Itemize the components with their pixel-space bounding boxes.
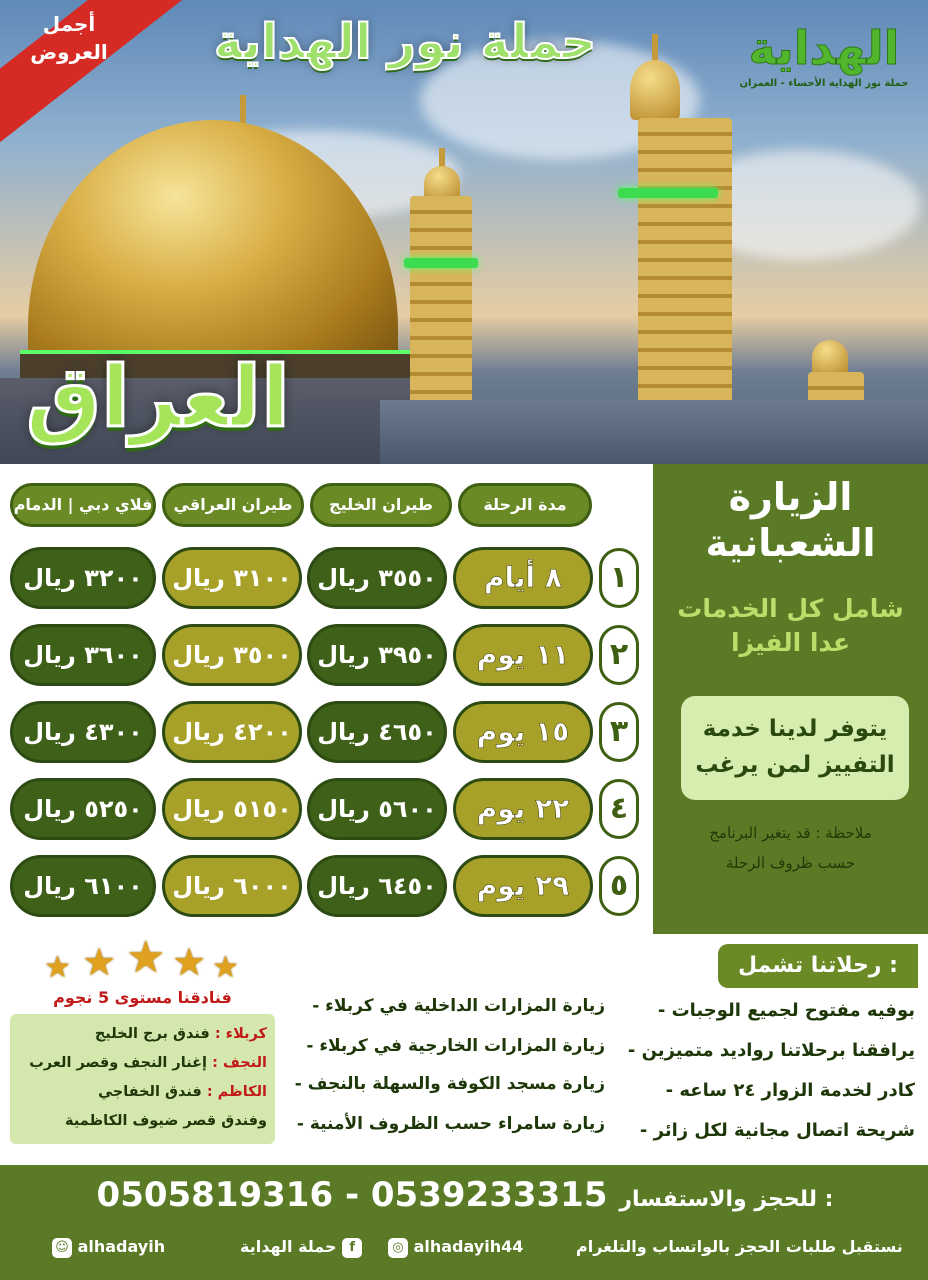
header-gulf-air: طيران الخليج	[310, 483, 452, 527]
contact-footer	[0, 1165, 928, 1280]
iraqi-price-cell: ٥١٥٠ ريال	[162, 778, 302, 840]
hotel-name: فندق الخفاجي	[98, 1084, 202, 1100]
row-number: ١	[599, 548, 639, 608]
duration-cell: ٨ أيام	[453, 547, 593, 609]
logo-mark: الهداية	[748, 21, 900, 75]
clock-tower-cap	[812, 340, 848, 374]
duration-cell: ١١ يوم	[453, 624, 593, 686]
gulf-price-cell: ٤٦٥٠ ريال	[307, 701, 447, 763]
row-number: ٤	[599, 779, 639, 839]
minaret-cap	[630, 60, 680, 120]
star-icon: ★	[82, 940, 117, 984]
phone-numbers[interactable]: 0505819316 - 0539233315	[96, 1175, 608, 1215]
includes-item: - كادر لخدمة الزوار ٢٤ ساعه	[665, 1080, 915, 1101]
visit-item: - زيارة مسجد الكوفة والسهلة بالنجف	[294, 1074, 605, 1094]
iraqi-price-cell: ٣٥٠٠ ريال	[162, 624, 302, 686]
visa-line-1: يتوفر لدينا خدمة	[702, 716, 888, 742]
campaign-title: حملة نور الهداية	[213, 14, 597, 70]
hotel-karbala	[18, 1020, 267, 1049]
row-number: ٢	[599, 625, 639, 685]
note-line-1: ملاحظة : قد يتغير البرنامج	[709, 824, 872, 842]
snapchat-link[interactable]	[52, 1237, 165, 1258]
includes-item: - شريحة اتصال مجانية لكل زائر	[639, 1120, 915, 1141]
includes-item: - يرافقنا برحلاتنا رواديد متميزين	[627, 1040, 915, 1061]
dubai-price-cell: ٣٦٠٠ ريال	[10, 624, 156, 686]
social-links	[0, 1231, 928, 1271]
minaret-light	[618, 188, 718, 198]
visit-item: - زيارة سامراء حسب الظروف الأمنية	[296, 1114, 605, 1134]
hotel-kadhim	[18, 1078, 267, 1107]
gulf-price-cell: ٥٦٠٠ ريال	[307, 778, 447, 840]
star-icon: ★	[44, 950, 71, 985]
iraqi-price-cell: ٤٢٠٠ ريال	[162, 701, 302, 763]
hotel-najaf	[18, 1049, 267, 1078]
star-icon: ★	[212, 950, 239, 985]
hotels-box	[10, 1014, 275, 1144]
star-icon: ★	[172, 940, 207, 984]
dubai-price-cell: ٣٢٠٠ ريال	[10, 547, 156, 609]
instagram-link[interactable]	[388, 1237, 523, 1258]
hero-banner	[0, 0, 928, 464]
offer-ribbon-text: أجمل العروض	[30, 12, 108, 64]
visa-service-box	[681, 696, 909, 800]
star-icon: ★	[126, 932, 166, 983]
snapchat-handle: alhadayih	[77, 1237, 166, 1256]
city-label: كربلاء :	[214, 1026, 267, 1042]
visit-item: - زيارة المزارات الخارجية في كربلاء	[306, 1036, 605, 1056]
minaret-light	[404, 258, 478, 268]
campaign-logo	[736, 18, 912, 118]
gulf-price-cell: ٣٥٥٠ ريال	[307, 547, 447, 609]
row-number: ٥	[599, 856, 639, 916]
minaret-cap	[424, 166, 460, 200]
iraqi-price-cell: ٣١٠٠ ريال	[162, 547, 302, 609]
booking-contact	[60, 1175, 870, 1215]
dubai-price-cell: ٦١٠٠ ريال	[10, 855, 156, 917]
facebook-name: حملة الهداية	[240, 1237, 337, 1256]
booking-label: للحجز والاستفسار :	[619, 1187, 834, 1212]
duration-cell: ١٥ يوم	[453, 701, 593, 763]
hotels-title: فنادقنا مستوى 5 نجوم	[53, 988, 232, 1007]
minaret-right	[638, 118, 732, 428]
iraqi-price-cell: ٦٠٠٠ ريال	[162, 855, 302, 917]
destination-title: العراق	[26, 348, 290, 446]
gulf-price-cell: ٦٤٥٠ ريال	[307, 855, 447, 917]
trip-info-panel	[653, 464, 928, 934]
city-label: الكاظم :	[206, 1084, 267, 1100]
hotel-name: فندق برج الخليج	[94, 1026, 210, 1042]
header-flydubai: فلاي دبي | الدمام	[10, 483, 156, 527]
trip-name: الزيارة الشعبانية	[705, 475, 876, 565]
hotel-name: إغنار النجف وقصر العرب	[29, 1055, 208, 1071]
duration-cell: ٢٩ يوم	[453, 855, 593, 917]
visa-line-2: التفييز لمن يرغب	[695, 752, 895, 778]
city-label: النجف :	[212, 1055, 267, 1071]
services-except: عدا الفيزا	[730, 628, 851, 657]
header-duration: مدة الرحلة	[458, 483, 592, 527]
whatsapp-note: نستقبل طلبات الحجز بالواتساب والتلغرام	[576, 1237, 903, 1256]
hotel-kadhim-2: وفندق قصر ضيوف الكاظمية	[65, 1113, 267, 1129]
gulf-price-cell: ٣٩٥٠ ريال	[307, 624, 447, 686]
header-iraqi-airways: طيران العراقي	[162, 483, 304, 527]
facebook-link[interactable]	[240, 1237, 362, 1258]
program-note	[653, 818, 928, 878]
instagram-handle: alhadayih44	[413, 1237, 524, 1256]
logo-subtitle: حملة نور الهداية الأحساء - العمران	[739, 78, 909, 89]
dubai-price-cell: ٥٢٥٠ ريال	[10, 778, 156, 840]
services-note	[653, 592, 928, 660]
hotel-star-rating	[44, 932, 244, 985]
dubai-price-cell: ٤٣٠٠ ريال	[10, 701, 156, 763]
includes-item: - بوفيه مفتوح لجميع الوجبات	[657, 1000, 915, 1021]
snapchat-icon: ☺	[52, 1238, 72, 1258]
note-line-2: حسب ظروف الرحلة	[725, 854, 856, 872]
services-included: شامل كل الخدمات	[677, 594, 904, 623]
shrine-roof	[380, 400, 928, 464]
row-number: ٣	[599, 702, 639, 762]
facebook-icon: f	[342, 1238, 362, 1258]
duration-cell: ٢٢ يوم	[453, 778, 593, 840]
instagram-icon: ◎	[388, 1238, 408, 1258]
visit-item: - زيارة المزارات الداخلية في كربلاء	[312, 996, 605, 1016]
includes-title: رحلاتنا تشمل :	[718, 944, 918, 988]
